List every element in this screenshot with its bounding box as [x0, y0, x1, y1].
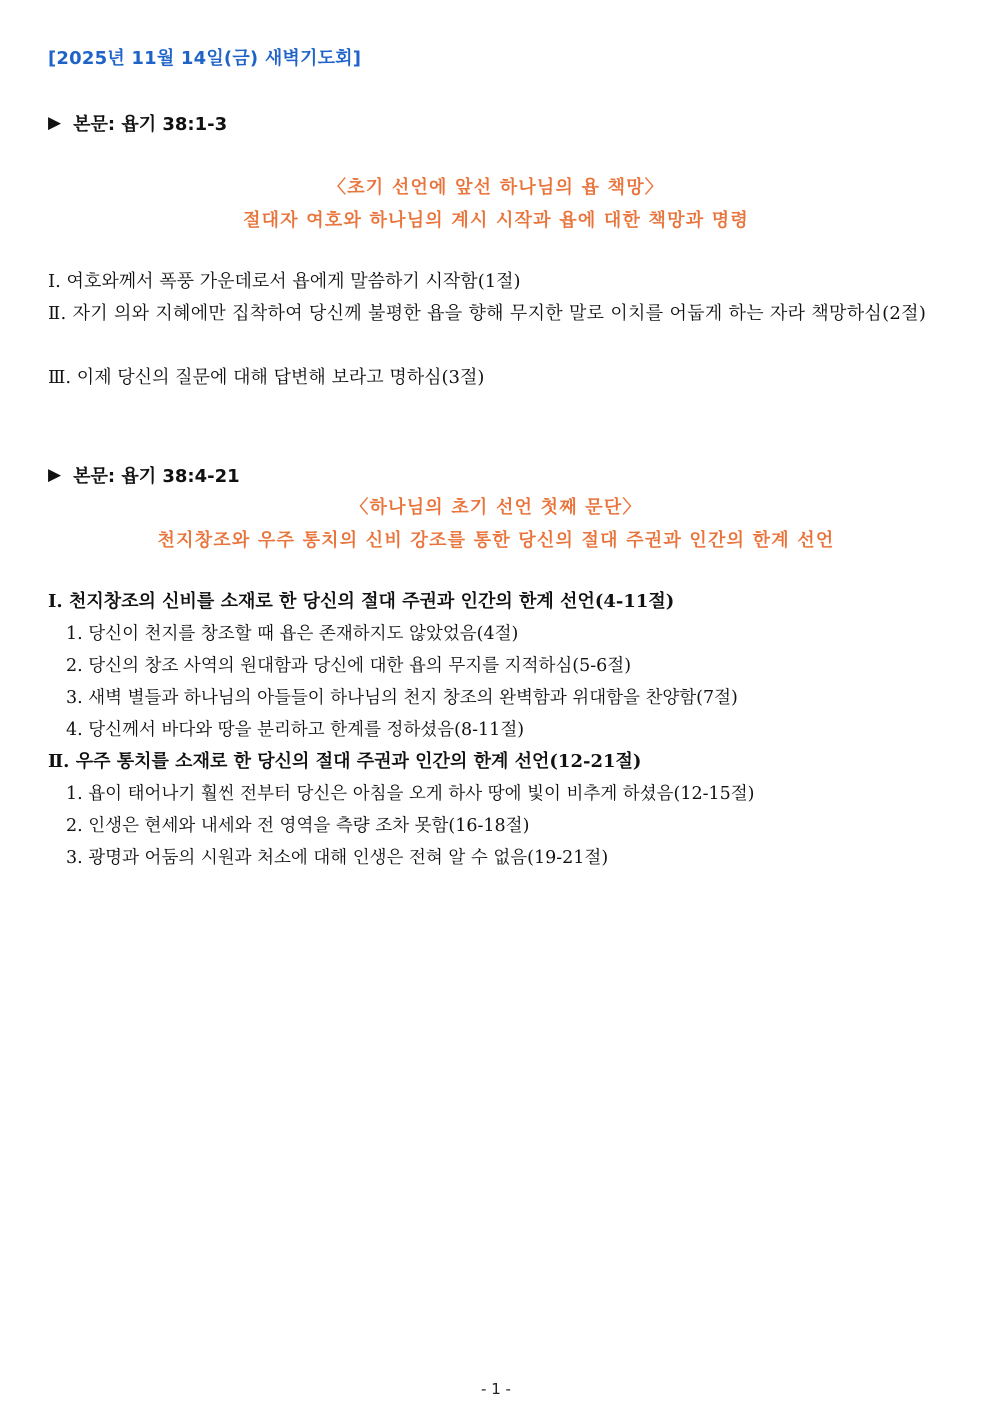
section-heading-1-line2: 절대자 여호와 하나님의 계시 시작과 욥에 대한 책망과 명령 [243, 210, 749, 231]
outline-point-3: Ⅲ. 이제 당신의 질문에 대해 답변해 보라고 명하심(3절) [48, 367, 485, 388]
outline-subitem: 4. 당신께서 바다와 땅을 분리하고 한계를 정하셨음(8-11절) [66, 720, 525, 740]
outline-subitem: 3. 광명과 어둠의 시원과 처소에 대해 인생은 전혀 알 수 없음(19-21절) [66, 848, 609, 868]
outline-subitem: 1. 당신이 천지를 창조할 때 욥은 존재하지도 않았었음(4절) [66, 624, 519, 644]
document-title: [2025년 11월 14일(금) 새벽기도회] [48, 48, 362, 69]
outline-point-2: Ⅱ. 자기 의와 지혜에만 집착하여 당신께 불평한 욥을 향해 무지한 말로 이치를 어둡게 하는 자라 책망하심(2절) [48, 303, 927, 324]
outline-subitem: 1. 욥이 태어나기 훨씬 전부터 당신은 아침을 오게 하사 땅에 빛이 비추게 하셨음(12-15절) [66, 784, 755, 804]
passage-text: 본문: 욥기 38:4-21 [73, 466, 240, 487]
triangle-bullet-icon: ▶ [48, 464, 62, 485]
passage-text: 본문: 욥기 38:1-3 [73, 114, 228, 135]
section-heading-2-line1: 〈하나님의 초기 선언 첫째 문단〉 [350, 497, 642, 518]
passage-reference-1 [48, 110, 227, 136]
outline-point-2-heading: Ⅱ. 우주 통치를 소재로 한 당신의 절대 주권과 인간의 한계 선언(12-21절) [48, 751, 642, 772]
outline-subitem: 2. 인생은 현세와 내세와 전 영역을 측량 조차 못함(16-18절) [66, 816, 530, 836]
outline-point-1: Ⅰ. 여호와께서 폭풍 가운데로서 욥에게 말씀하기 시작함(1절) [48, 271, 521, 292]
section-heading-1-line1: 〈초기 선언에 앞선 하나님의 욥 책망〉 [328, 177, 664, 198]
outline-subitem: 2. 당신의 창조 사역의 원대함과 당신에 대한 욥의 무지를 지적하심(5-6절) [66, 656, 632, 676]
outline-point-1-heading: Ⅰ. 천지창조의 신비를 소재로 한 당신의 절대 주권과 인간의 한계 선언(4-11절) [48, 591, 675, 612]
section-heading-2-line2: 천지창조와 우주 통치의 신비 강조를 통한 당신의 절대 주권과 인간의 한계 선언 [157, 530, 835, 551]
outline-subitem: 3. 새벽 별들과 하나님의 아들들이 하나님의 천지 창조의 완벽함과 위대함을 찬양함(7절) [66, 688, 738, 708]
page-number: - 1 - [481, 1380, 511, 1398]
passage-reference-2 [48, 462, 240, 488]
triangle-bullet-icon: ▶ [48, 112, 62, 133]
